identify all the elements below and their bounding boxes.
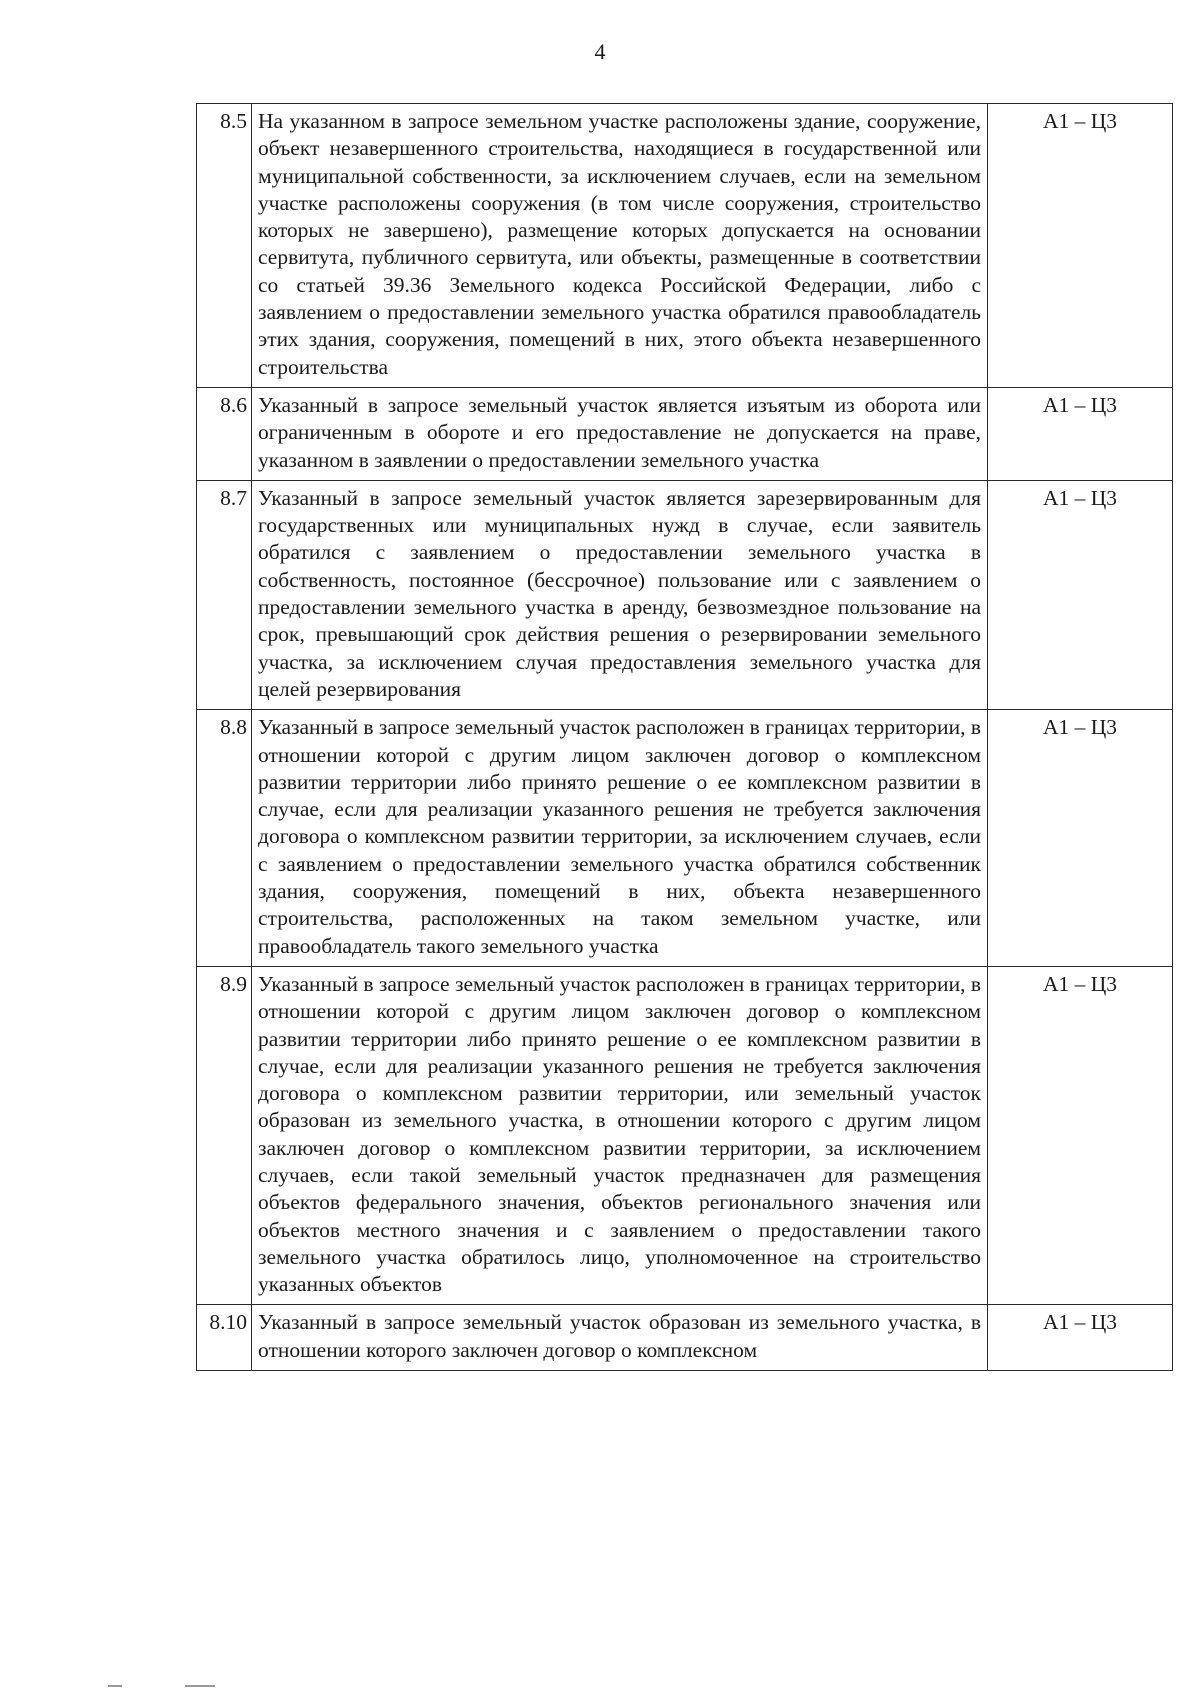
row-code: А1 – Ц3 (988, 710, 1173, 967)
row-number: 8.9 (197, 966, 252, 1305)
table-row (197, 480, 1173, 709)
refusal-grounds-table (196, 103, 1173, 1371)
row-code: А1 – Ц3 (988, 1305, 1173, 1371)
row-code: А1 – Ц3 (988, 480, 1173, 709)
row-description: Указанный в запросе земельный участок расположен в границах территории, в отношении которой с другим лицом заключен договор о комплексном развитии территории либо принято решение о ее комплексном развитии в случае, если для реализации указанного решения не требуется заключения договора о комплексном развитии территории, за исключением случаев, если с заявлением о предоставлении земельного участка обратился собственник здания, сооружения, помещений в них, объекта незавершенного строительства, расположенных на таком земельном участке, или правообладатель такого земельного участка (252, 710, 988, 967)
row-description: На указанном в запросе земельном участке расположены здание, сооружение, объект незавершенного строительства, находящиеся в государственной или муниципальной собственности, за исключением случаев, если на земельном участке расположены сооружения (в том числе сооружения, строительство которых не завершено), размещение которых допускается на основании сервитута, публичного сервитута, или объекты, размещенные в соответствии со статьей 39.36 Земельного кодекса Российской Федерации, либо с заявлением о предоставлении земельного участка обратился правообладатель этих здания, сооружения, помещений в них, этого объекта незавершенного строительства (252, 104, 988, 388)
row-number: 8.5 (197, 104, 252, 388)
scan-artifact (108, 1685, 122, 1687)
row-number: 8.10 (197, 1305, 252, 1371)
row-description: Указанный в запросе земельный участок образован из земельного участка, в отношении которого заключен договор о комплексном (252, 1305, 988, 1371)
row-description: Указанный в запросе земельный участок является зарезервированным для государственных или муниципальных нужд в случае, если заявитель обратился с заявлением о предоставлении земельного участка в собственность, постоянное (бессрочное) пользование или с заявлением о предоставлении земельного участка в аренду, безвозмездное пользование на срок, превышающий срок действия решения о резервировании земельного участка, за исключением случая предоставления земельного участка для целей резервирования (252, 480, 988, 709)
table-row (197, 387, 1173, 480)
row-number: 8.7 (197, 480, 252, 709)
table-row (197, 710, 1173, 967)
table-row (197, 1305, 1173, 1371)
row-code: А1 – Ц3 (988, 387, 1173, 480)
row-number: 8.6 (197, 387, 252, 480)
table-row (197, 104, 1173, 388)
row-code: А1 – Ц3 (988, 966, 1173, 1305)
row-description: Указанный в запросе земельный участок является изъятым из оборота или ограниченным в обороте и его предоставление не допускается на праве, указанном в заявлении о предоставлении земельного участка (252, 387, 988, 480)
row-number: 8.8 (197, 710, 252, 967)
table-row (197, 966, 1173, 1305)
page-number: 4 (594, 39, 606, 64)
row-code: А1 – Ц3 (988, 104, 1173, 388)
scan-artifact (185, 1685, 215, 1687)
row-description: Указанный в запросе земельный участок расположен в границах территории, в отношении которой с другим лицом заключен договор о комплексном развитии территории либо принято решение о ее комплексном развитии в случае, если для реализации указанного решения не требуется заключения договора о комплексном развитии территории, или земельный участок образован из земельного участка, в отношении которого с другим лицом заключен договор о комплексном развитии территории, за исключением случаев, если такой земельный участок предназначен для размещения объектов федерального значения, объектов регионального значения или объектов местного значения и с заявлением о предоставлении такого земельного участка обратилось лицо, уполномоченное на строительство указанных объектов (252, 966, 988, 1305)
